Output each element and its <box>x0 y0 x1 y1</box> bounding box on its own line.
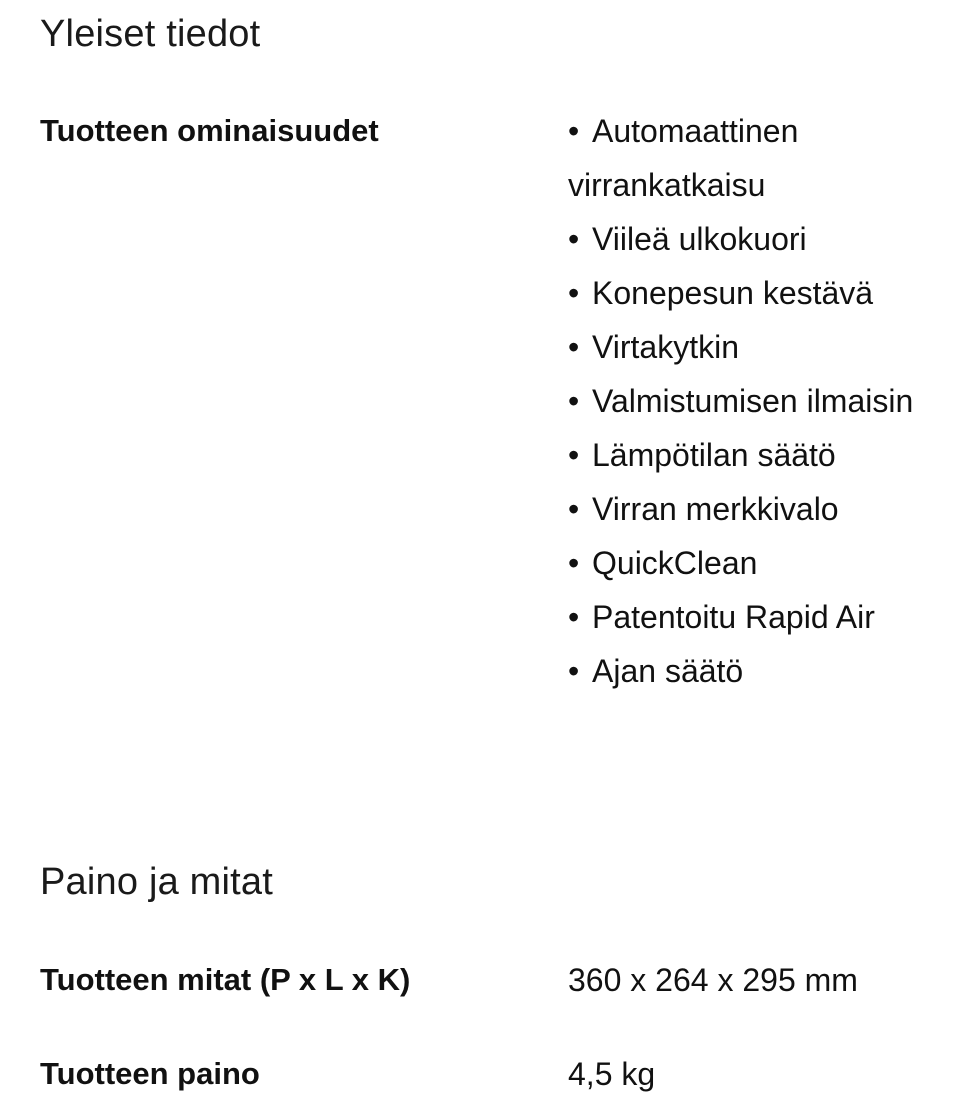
features-label: Tuotteen ominaisuudet <box>40 113 379 148</box>
dimensions-label: Tuotteen mitat (P x L x K) <box>40 962 411 997</box>
bullet-icon: • <box>568 437 580 473</box>
feature-item <box>568 212 938 266</box>
weight-value: 4,5 kg <box>568 1056 656 1092</box>
general-section-title: Yleiset tiedot <box>40 13 261 55</box>
bullet-icon: • <box>568 275 580 311</box>
feature-text: Patentoitu Rapid Air <box>592 599 875 635</box>
feature-item <box>568 644 938 698</box>
weight-label: Tuotteen paino <box>40 1056 260 1091</box>
feature-item <box>568 266 938 320</box>
bullet-icon: • <box>568 383 580 419</box>
feature-item <box>568 482 938 536</box>
bullet-icon: • <box>568 599 580 635</box>
feature-item <box>568 536 938 590</box>
bullet-icon: • <box>568 491 580 527</box>
bullet-icon: • <box>568 653 580 689</box>
feature-text: QuickClean <box>592 545 758 581</box>
feature-text: Konepesun kestävä <box>592 275 874 311</box>
bullet-icon: • <box>568 545 580 581</box>
feature-list <box>568 104 938 698</box>
feature-text: Viileä ulkokuori <box>592 221 807 257</box>
feature-item <box>568 374 938 428</box>
dimensions-value: 360 x 264 x 295 mm <box>568 962 858 998</box>
feature-text: Lämpötilan säätö <box>592 437 836 473</box>
feature-text: Virtakytkin <box>592 329 740 365</box>
bullet-icon: • <box>568 221 580 257</box>
feature-text: Virran merkkivalo <box>592 491 839 527</box>
feature-item <box>568 590 938 644</box>
feature-item <box>568 320 938 374</box>
bullet-icon: • <box>568 329 580 365</box>
dimensions-section-title: Paino ja mitat <box>40 861 274 903</box>
feature-item <box>568 428 938 482</box>
feature-text: Valmistumisen ilmaisin <box>592 383 914 419</box>
bullet-icon: • <box>568 113 580 149</box>
feature-text: Automaattinen virrankatkaisu <box>568 113 799 203</box>
feature-text: Ajan säätö <box>592 653 744 689</box>
feature-item <box>568 104 938 212</box>
